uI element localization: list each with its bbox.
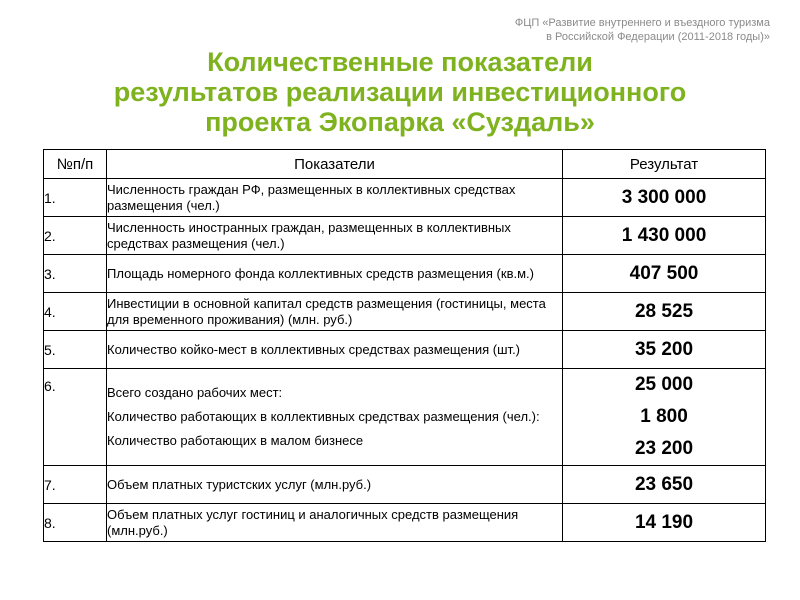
row-result: 23 200: [634, 438, 694, 459]
row-indicator: Количество койко-мест в коллективных средствах размещения (шт.): [107, 331, 563, 369]
header-result: Результат: [563, 150, 766, 179]
row-result: 3 300 000: [563, 179, 766, 217]
row-indicator: Площадь номерного фонда коллективных средств размещения (кв.м.): [107, 255, 563, 293]
table-header-row: [44, 150, 766, 179]
slide-title-line-2: результатов реализации инвестиционного: [113, 77, 687, 107]
row-indicator: Количество работающих в коллективных средствах размещения (чел.):: [107, 409, 540, 424]
program-source-note: [450, 16, 770, 44]
row-number: 1.: [44, 179, 107, 217]
row-indicator: Численность иностранных граждан, размещенных в коллективных средствах размещения (чел.): [107, 217, 563, 255]
table-row: [44, 466, 766, 504]
row-result: 23 650: [563, 466, 766, 504]
table-row: [44, 293, 766, 331]
row-indicator: Объем платных туристских услуг (млн.руб.): [107, 466, 563, 504]
slide-title-line-3: проекта Экопарка «Суздаль»: [205, 107, 595, 137]
table-row: [44, 331, 766, 369]
row-number: 3.: [44, 255, 107, 293]
row-result: 407 500: [563, 255, 766, 293]
row-indicator: Численность граждан РФ, размещенных в коллективных средствах размещения (чел.): [107, 179, 563, 217]
table-row: [44, 179, 766, 217]
slide-title-line-1: Количественные показатели: [207, 47, 593, 77]
row-number: 4.: [44, 293, 107, 331]
slide-title: [20, 47, 780, 137]
row-number: 6.: [44, 369, 107, 466]
row-indicator: Инвестиции в основной капитал средств размещения (гостиницы, места для временного проживания) (млн. руб.): [107, 293, 563, 331]
row-indicator-group: [107, 369, 563, 466]
table-row: [44, 217, 766, 255]
row-result: 1 800: [640, 406, 688, 427]
indicators-table: [43, 149, 766, 542]
row-indicator: Объем платных услуг гостиниц и аналогичных средств размещения (млн.руб.): [107, 504, 563, 542]
row-number: 7.: [44, 466, 107, 504]
row-indicator: Количество работающих в малом бизнесе: [107, 433, 364, 448]
program-source-line-1: ФЦП «Развитие внутреннего и въездного туризма: [514, 17, 770, 29]
row-result: 1 430 000: [563, 217, 766, 255]
table-row: [44, 255, 766, 293]
row-result: 35 200: [563, 331, 766, 369]
row-result: 25 000: [634, 374, 694, 395]
program-source-line-2: в Российской Федерации (2011-2018 годы)»: [546, 31, 770, 43]
row-result: 28 525: [563, 293, 766, 331]
row-indicator: Всего создано рабочих мест:: [107, 385, 283, 400]
header-number: №п/п: [44, 150, 107, 179]
header-indicator: Показатели: [107, 150, 563, 179]
table-row: [44, 369, 766, 466]
row-result-group: [563, 369, 766, 466]
row-result: 14 190: [563, 504, 766, 542]
row-number: 8.: [44, 504, 107, 542]
row-number: 2.: [44, 217, 107, 255]
table-row: [44, 504, 766, 542]
row-number: 5.: [44, 331, 107, 369]
